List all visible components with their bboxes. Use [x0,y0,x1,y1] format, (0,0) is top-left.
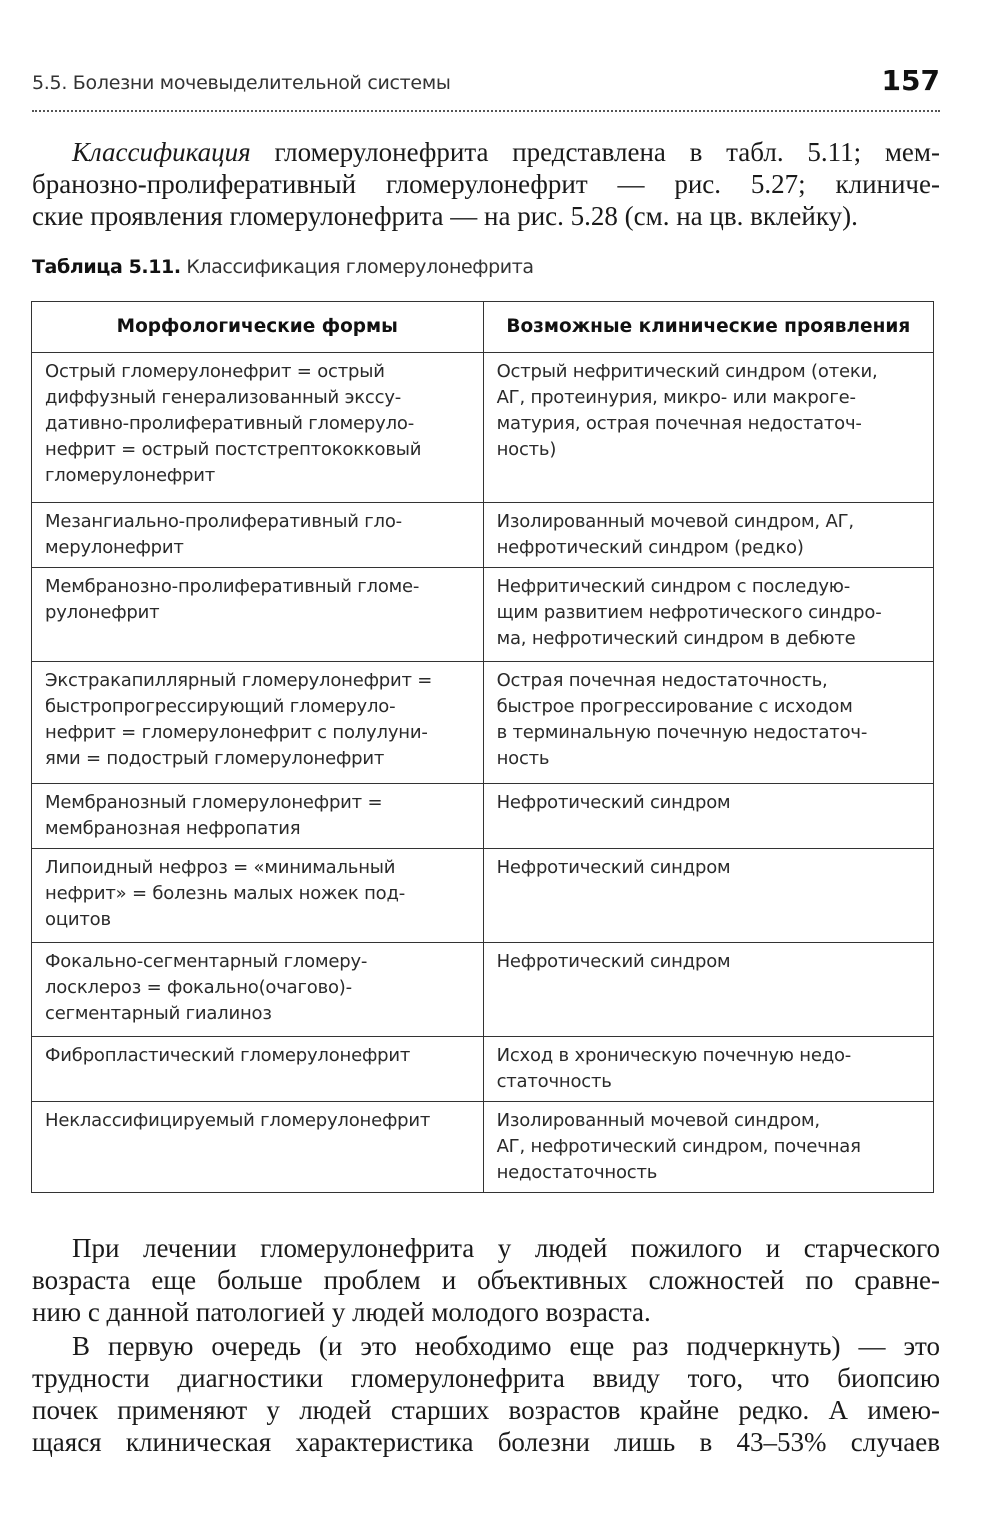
text-line: бранозно-пролиферативный гломерулонефрит — рис. 5.27; клиниче- [32,169,940,199]
cell-text-line: рулонефрит [45,602,160,623]
cell-text-line: оцитов [45,909,111,930]
cell-text-line: мембранозная нефропатия [45,818,301,839]
cell-morphological-form [32,503,484,568]
cell-text-line: щим развитием нефротического синдро- [496,602,882,623]
cell-morphological-form [32,943,484,1037]
table-row [32,662,934,784]
cell-clinical-manifestation [483,849,933,943]
cell-clinical-manifestation [483,784,933,849]
cell-morphological-form [32,353,484,503]
cell-text-line: Исход в хроническую почечную недо- [496,1045,852,1066]
cell-text-line: нефрит = гломерулонефрит с полулуни- [45,722,428,743]
cell-text-line: быстропрогрессирующий гломеруло- [45,696,396,717]
cell-morphological-form [32,662,484,784]
cell-text-line: гломерулонефрит [45,465,216,486]
text-line: Классификация гломерулонефрита представлена в табл. 5.11; мем- [72,137,940,167]
cell-text-line: АГ, протеинурия, микро- или макроге- [496,387,856,408]
running-head: 5.5. Болезни мочевыделительной системы [32,72,451,94]
cell-morphological-form [32,1037,484,1102]
cell-clinical-manifestation [483,568,933,662]
cell-text-line: недостаточность [496,1162,658,1183]
cell-morphological-form [32,1102,484,1193]
table-caption-title: Классификация гломерулонефрита [180,256,534,278]
cell-text-line: Острый нефритический синдром (отеки, [496,361,878,382]
cell-text-line: ность [496,748,550,769]
cell-text-line: ями = подострый гломерулонефрит [45,748,385,769]
text-line: возраста еще больше проблем и объективных сложностей по сравне- [32,1265,940,1295]
cell-text-line: лосклероз = фокально(очагово)- [45,977,352,998]
cell-text-line: Неклассифицируемый гломерулонефрит [45,1110,431,1131]
table-caption-label: Таблица 5.11. [32,256,181,278]
cell-text-line: быстрое прогрессирование с исходом [496,696,853,717]
cell-text-line: Нефритический синдром с последую- [496,576,851,597]
italic-term: Классификация [72,137,251,167]
cell-morphological-form [32,568,484,662]
cell-text-line: Фибропластический гломерулонефрит [45,1045,411,1066]
cell-text-line: Липоидный нефроз = «минимальный [45,857,396,878]
cell-text-line: Острая почечная недостаточность, [496,670,828,691]
cell-clinical-manifestation [483,1037,933,1102]
cell-text-line: в терминальную почечную недостаточ- [496,722,868,743]
cell-text-line: Нефротический синдром [496,792,731,813]
cell-clinical-manifestation [483,353,933,503]
text-line: В первую очередь (и это необходимо еще раз подчеркнуть) — это [72,1331,940,1361]
cell-clinical-manifestation [483,662,933,784]
page-header [32,62,940,112]
cell-text-line: сегментарный гиалиноз [45,1003,272,1024]
cell-text-line: Нефротический синдром [496,857,731,878]
table-row [32,503,934,568]
cell-text-line: нефрит» = болезнь малых ножек под- [45,883,406,904]
table-row [32,1037,934,1102]
cell-text-line: матурия, острая почечная недостаточ- [496,413,862,434]
intro-paragraph [32,136,940,232]
cell-text-line: Нефротический синдром [496,951,731,972]
text-line: трудности диагностики гломерулонефрита ввиду того, что биопсию [32,1363,940,1393]
header-morphological-forms: Морфологические формы [32,302,484,353]
cell-morphological-form [32,784,484,849]
cell-clinical-manifestation [483,943,933,1037]
cell-text-line: ность) [496,439,557,460]
cell-text-line: Мембранозно-пролиферативный гломе- [45,576,420,597]
text-line: ские проявления гломерулонефрита — на рис. 5.28 (см. на цв. вклейку). [32,201,858,231]
paragraph-diagnostics [32,1330,940,1458]
classification-table [31,301,934,1193]
cell-text-line: Мембранозный гломерулонефрит = [45,792,383,813]
text-line: щаяся клиническая характеристика болезни лишь в 43–53% случаев [32,1427,940,1457]
cell-text-line: нефротический синдром (редко) [496,537,804,558]
table-caption [32,256,534,278]
table-row [32,353,934,503]
table-row [32,568,934,662]
cell-text-line: Мезангиально-пролиферативный гло- [45,511,402,532]
cell-text-line: Экстракапиллярный гломерулонефрит = [45,670,433,691]
cell-morphological-form [32,849,484,943]
cell-text-line: Острый гломерулонефрит = острый [45,361,385,382]
text-line: При лечении гломерулонефрита у людей пожилого и старческого [72,1233,940,1263]
cell-text-line: Фокально-сегментарный гломеру- [45,951,368,972]
table-row [32,1102,934,1193]
text-line: нию с данной патологией у людей молодого возраста. [32,1297,651,1327]
cell-text-line: мерулонефрит [45,537,184,558]
cell-text-line: нефрит = острый постстрептококковый [45,439,422,460]
table-row [32,784,934,849]
page-number: 157 [881,64,940,97]
cell-clinical-manifestation [483,1102,933,1193]
table-row [32,943,934,1037]
cell-text-line: Изолированный мочевой синдром, [496,1110,820,1131]
cell-text-line: ма, нефротический синдром в дебюте [496,628,856,649]
cell-text-line: Изолированный мочевой синдром, АГ, [496,511,854,532]
cell-text-line: статочность [496,1071,612,1092]
header-clinical-manifestations: Возможные клинические проявления [483,302,933,353]
table-row [32,849,934,943]
cell-clinical-manifestation [483,503,933,568]
table-header-row [32,302,934,353]
cell-text-line: АГ, нефротический синдром, почечная [496,1136,861,1157]
cell-text-line: диффузный генерализованный экссу- [45,387,402,408]
cell-text-line: дативно-пролиферативный гломеруло- [45,413,414,434]
text-line: почек применяют у людей старших возрастов крайне редко. А имею- [32,1395,940,1425]
paragraph-treatment [32,1232,940,1328]
